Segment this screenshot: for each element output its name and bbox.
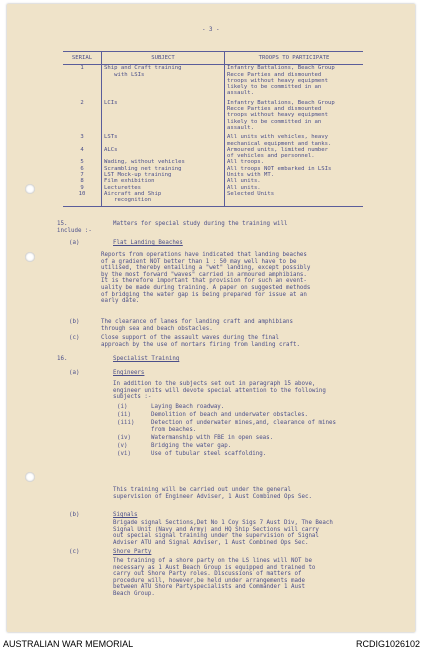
item-number: (v) [117,442,128,449]
para15b-mark: (b) [69,319,80,325]
para15-number: 15. [57,221,68,227]
para15a-line: It is therefore important that provision for such an event- [101,278,307,285]
item-text: Laying Beach roadway. [151,404,225,410]
para16b-line: Signal Unit (Navy and Army) and HQ Ship Sections will carry [113,526,319,533]
subject-line: with LSIs [104,71,145,78]
serial-cell: 8 [63,178,102,184]
para15b-line: through sea and beach obstacles. [101,325,213,332]
troops-line: All units. [227,184,261,191]
table-row [63,147,363,160]
para16b-mark: (b) [69,512,80,518]
para15b-line: The clearance of lanes for landing craft and amphibians [101,319,293,325]
subject-line: Film exhibition [104,178,155,185]
punch-hole [25,472,35,482]
header-subject: SUBJECT [102,52,225,65]
subject-cell [102,147,225,160]
header-troops: TROOPS TO PARTICIPATE [225,52,364,65]
subject-cell [102,65,225,100]
subject-line: Scrambling net training [104,165,182,172]
serial-cell: 10 [63,191,102,206]
item-text: Watermanship with FBE in open seas. [151,434,274,441]
subject-cell [102,100,225,134]
para15a-line: early date. [101,298,140,305]
para16a-heading: Engineers [113,370,145,376]
troops-cell [225,65,364,100]
para15a-mark: (a) [69,240,80,246]
para15a-line: Reports from operations have indicated that landing beaches [101,252,307,258]
serial-cell: 7 [63,172,102,178]
page-number: - 3 - [202,27,220,33]
para16c-line: procedure will, however,be held under arrangements made [113,577,305,584]
subject-line: LST Mock-up training [104,172,172,179]
para16c-line: carry out Shore Party roles. Discussions of matters of [113,571,302,578]
para16c-heading: Shore Party [113,549,152,555]
table-row [63,134,363,147]
footer-record-id: RCDIG1026102 [355,639,420,649]
subject-cell [102,191,225,206]
para15c-line: Close support of the assault waves during the final [101,335,279,341]
troops-line: Infantry Battalions, Beach Group [227,65,335,72]
item-number: (iii) [117,420,135,426]
troops-line: Recce Parties and dismounted [227,106,322,113]
para15a-line: utilised, thereby entailing a "wet" landing, except possibly [101,265,311,272]
training-table [63,51,363,207]
subject-line: Aircraft and Ship [104,190,162,197]
para15a-line: of bridging the water gap is being prepared for issue at an [101,291,307,298]
item-text: from beaches. [151,426,197,433]
troops-line: All units with vehicles, heavy [227,134,329,141]
troops-line: likely to be committed in an [227,118,322,125]
item-text: Detection of underwater mines,and, clearance of mines [151,420,336,426]
troops-line: Units with MT. [227,172,275,179]
item-text: Bridging the water gap. [151,442,232,449]
serial-cell: 5 [63,159,102,165]
serial-cell: 4 [63,147,102,160]
punch-hole [25,184,35,194]
serial-cell: 9 [63,185,102,191]
item-number: (vi) [117,450,131,457]
footer-archive-name: AUSTRALIAN WAR MEMORIAL [3,639,134,649]
troops-line: All troops NOT embarked in LSIs [227,165,332,172]
para16c-line: between ATU Shore Partyspecialists and Commander 1 Aust [113,584,305,591]
troops-line: of vehicles and personnel. [227,153,315,160]
troops-cell [225,147,364,160]
subject-line: Lecturettes [104,184,142,191]
subject-line: LSTs [104,134,118,141]
para16a-mark: (a) [69,370,80,376]
subject-line: ALCs [104,146,118,153]
serial-cell: 1 [63,65,102,100]
troops-line: likely to be committed in an [227,84,322,91]
para16b-heading: Signals [113,512,138,518]
para16a-closing-line: This training will be carried out under the general [113,487,291,493]
troops-line: assault. [227,124,254,131]
document-page [7,4,415,632]
troops-cell [225,100,364,134]
para15-line: include :- [57,228,92,234]
punch-hole [25,252,35,262]
serial-cell: 6 [63,166,102,172]
para15c-line: approach by the use of mortars firing from landing craft. [101,341,300,348]
serial-cell: 3 [63,134,102,147]
troops-cell [225,134,364,147]
para16b-line: Brigade signal Sections,Det No 1 Coy Sigs 7 Aust Div, The Beach [113,520,333,526]
para16c-mark: (c) [69,549,80,555]
item-text: Use of tubular steel scaffolding. [151,450,267,457]
para16-number: 16. [57,356,68,362]
para15a-line: uality be made during training. A paper on suggested methods [101,285,311,291]
para16-heading: Specialist Training [113,356,180,362]
troops-line: All units. [227,178,261,185]
para16c-line: The training of a shore party on the LS lines will NOT be [113,558,312,564]
header-serial: SERIAL [63,52,102,65]
para16a-closing-line: supervision of Engineer Adviser, 1 Aust Combined Ops Sec. [113,493,312,500]
troops-cell [225,191,364,206]
para16c-line: necessary as 1 Aust Beach Group is equipped and trained to [113,564,316,571]
para15a-line: by the most forward "waves" carried in armoured amphibians. [101,271,307,278]
item-number: (ii) [117,412,131,418]
serial-cell: 2 [63,100,102,134]
subject-line: LCIs [104,99,118,106]
para15a-line: of a gradient NOT better than 1 : 50 may well have to be [101,258,297,265]
subject-line: Wading, without vehicles [104,159,185,166]
table-row [63,100,363,134]
para16a-line: In addition to the subjects set out in paragraph 15 above, [113,381,316,387]
para16b-line: Adviser ATU and Signal Adviser, 1 Aust Combined Ops Sec. [113,539,309,546]
troops-line: Infantry Battalions, Beach Group [227,99,335,106]
troops-line: All troops. [227,159,265,166]
table-row [63,65,363,100]
para16c-line: Beach Group. [113,591,155,597]
troops-line: troops without heavy equipment [227,77,329,84]
para16b-line: out special signal training under the supervision of Signal [113,533,319,540]
troops-line: Armoured units, limited number [227,146,329,153]
subject-cell [102,134,225,147]
para15a-heading: Flat Landing Beaches [113,240,183,246]
archive-footer [0,634,423,654]
troops-line: mechanical equipment and tanks. [227,140,332,147]
troops-line: assault. [227,90,254,97]
troops-line: Recce Parties and dismounted [227,71,322,78]
para15c-mark: (c) [69,335,80,341]
item-number: (i) [117,404,128,410]
item-number: (iv) [117,434,131,441]
troops-line: troops without heavy equipment [227,112,329,119]
table-row [63,191,363,206]
para16a-line: engineer units will devote special attention to the following [113,387,326,394]
item-text: Demolition of beach and underwater obstacles. [151,412,309,418]
para16a-line: subjects :- [113,394,152,401]
subject-line: recognition [104,197,152,204]
para15-line: Matters for special study during the training will [113,221,288,227]
troops-line: Selected Units [227,190,275,197]
subject-line: Ship and Craft training [104,65,182,72]
